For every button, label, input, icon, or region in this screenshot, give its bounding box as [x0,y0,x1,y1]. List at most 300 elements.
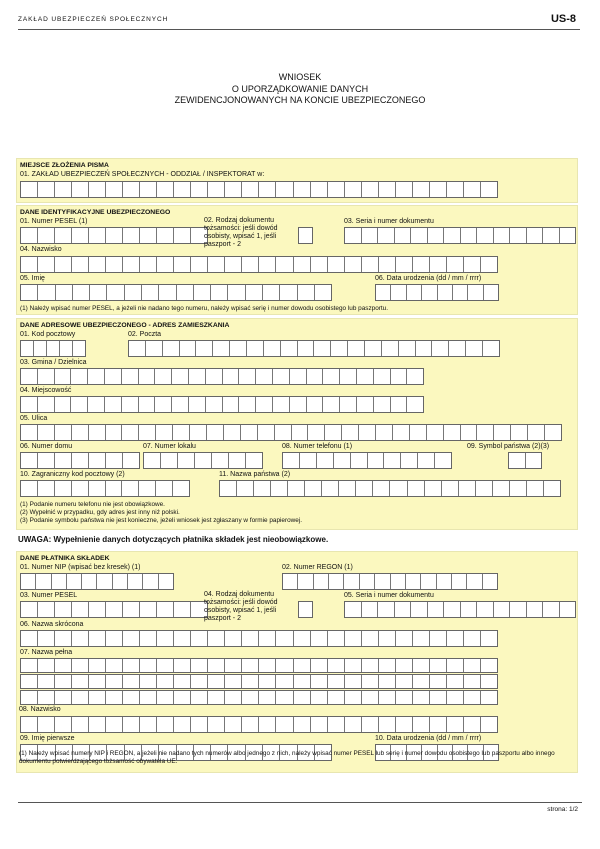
input-cell[interactable] [225,257,242,272]
input-cell[interactable] [21,228,38,243]
input-cell[interactable] [298,285,315,300]
input-cell[interactable] [376,425,393,440]
input-cell[interactable] [379,691,396,704]
input-cell[interactable] [206,397,223,412]
input-cell[interactable] [38,659,55,672]
input-cell[interactable] [481,675,497,688]
input-cell[interactable] [208,659,225,672]
input-cell[interactable] [345,228,362,243]
regon-input[interactable] [282,573,498,590]
input-cell[interactable] [334,453,351,468]
input-cell[interactable] [459,481,476,496]
input-cell[interactable] [223,369,240,384]
input-cell[interactable] [106,481,123,496]
input-cell[interactable] [374,369,391,384]
input-cell[interactable] [89,691,106,704]
input-cell[interactable] [71,397,88,412]
payer-doc-type-input[interactable] [298,601,313,618]
input-cell[interactable] [72,425,89,440]
input-cell[interactable] [140,602,157,617]
input-cell[interactable] [21,453,38,468]
input-cell[interactable] [300,453,317,468]
input-cell[interactable] [484,285,498,300]
input-cell[interactable] [73,285,90,300]
post-office-input[interactable] [128,340,500,357]
input-cell[interactable] [298,574,313,589]
commune-input[interactable] [20,368,424,385]
input-cell[interactable] [172,369,189,384]
input-cell[interactable] [90,285,107,300]
input-cell[interactable] [123,675,140,688]
input-cell[interactable] [55,717,72,732]
input-cell[interactable] [159,285,176,300]
input-cell[interactable] [89,659,106,672]
input-cell[interactable] [477,425,494,440]
input-cell[interactable] [483,341,499,356]
input-cell[interactable] [493,481,510,496]
input-cell[interactable] [444,228,461,243]
input-cell[interactable] [259,257,276,272]
input-cell[interactable] [21,397,38,412]
input-cell[interactable] [379,659,396,672]
input-cell[interactable] [264,341,281,356]
input-cell[interactable] [477,228,494,243]
input-cell[interactable] [444,602,461,617]
input-cell[interactable] [396,631,413,646]
input-cell[interactable] [374,397,391,412]
input-cell[interactable] [311,631,328,646]
input-cell[interactable] [140,675,157,688]
input-cell[interactable] [328,257,345,272]
input-cell[interactable] [212,453,229,468]
input-cell[interactable] [430,631,447,646]
input-cell[interactable] [88,397,105,412]
input-cell[interactable] [106,631,123,646]
input-cell[interactable] [172,397,189,412]
input-cell[interactable] [190,425,207,440]
input-cell[interactable] [481,691,497,704]
input-cell[interactable] [140,659,157,672]
input-cell[interactable] [362,691,379,704]
input-cell[interactable] [430,675,447,688]
input-cell[interactable] [481,182,497,197]
input-cell[interactable] [315,285,331,300]
input-cell[interactable] [464,631,481,646]
input-cell[interactable] [157,228,174,243]
input-cell[interactable] [416,341,433,356]
input-cell[interactable] [526,453,542,468]
input-cell[interactable] [340,397,357,412]
input-cell[interactable] [191,631,208,646]
input-cell[interactable] [228,285,245,300]
input-cell[interactable] [224,425,241,440]
input-cell[interactable] [311,182,328,197]
input-cell[interactable] [72,228,89,243]
input-cell[interactable] [89,257,106,272]
input-cell[interactable] [21,481,38,496]
input-cell[interactable] [55,453,72,468]
input-cell[interactable] [428,228,445,243]
input-cell[interactable] [122,425,139,440]
input-cell[interactable] [528,425,545,440]
input-cell[interactable] [259,659,276,672]
input-cell[interactable] [276,659,293,672]
input-cell[interactable] [511,425,528,440]
input-cell[interactable] [21,369,38,384]
input-cell[interactable] [259,631,276,646]
input-cell[interactable] [464,717,481,732]
input-cell[interactable] [345,691,362,704]
input-cell[interactable] [55,397,72,412]
input-cell[interactable] [72,453,89,468]
input-cell[interactable] [38,675,55,688]
input-cell[interactable] [345,659,362,672]
input-cell[interactable] [422,285,437,300]
input-cell[interactable] [356,481,373,496]
input-cell[interactable] [72,675,89,688]
input-cell[interactable] [239,369,256,384]
input-cell[interactable] [139,425,156,440]
input-cell[interactable] [123,631,140,646]
input-cell[interactable] [407,369,423,384]
input-cell[interactable] [527,228,544,243]
input-cell[interactable] [191,675,208,688]
input-cell[interactable] [157,691,174,704]
input-cell[interactable] [464,257,481,272]
input-cell[interactable] [208,691,225,704]
input-cell[interactable] [38,397,55,412]
input-cell[interactable] [156,425,173,440]
input-cell[interactable] [140,691,157,704]
input-cell[interactable] [339,481,356,496]
input-cell[interactable] [55,631,72,646]
input-cell[interactable] [122,369,139,384]
input-cell[interactable] [476,481,493,496]
input-cell[interactable] [314,341,331,356]
input-cell[interactable] [105,369,122,384]
input-cell[interactable] [481,717,497,732]
input-cell[interactable] [239,397,256,412]
input-cell[interactable] [89,228,106,243]
input-cell[interactable] [276,675,293,688]
input-cell[interactable] [294,631,311,646]
input-cell[interactable] [275,425,292,440]
country-symbol-input[interactable] [508,452,542,469]
input-cell[interactable] [328,717,345,732]
input-cell[interactable] [314,574,329,589]
input-cell[interactable] [391,285,406,300]
input-cell[interactable] [461,228,478,243]
input-cell[interactable] [21,182,38,197]
input-cell[interactable] [413,691,430,704]
input-cell[interactable] [464,691,481,704]
input-cell[interactable] [391,369,408,384]
input-cell[interactable] [72,182,89,197]
input-cell[interactable] [390,481,407,496]
input-cell[interactable] [55,675,72,688]
input-cell[interactable] [362,717,379,732]
input-cell[interactable] [191,257,208,272]
input-cell[interactable] [543,228,560,243]
input-cell[interactable] [543,602,560,617]
input-cell[interactable] [527,481,544,496]
input-cell[interactable] [290,369,307,384]
input-cell[interactable] [208,675,225,688]
input-cell[interactable] [21,574,36,589]
input-cell[interactable] [73,341,85,356]
input-cell[interactable] [208,717,225,732]
input-cell[interactable] [38,425,55,440]
input-cell[interactable] [21,341,34,356]
input-cell[interactable] [106,602,123,617]
input-cell[interactable] [396,659,413,672]
input-cell[interactable] [225,675,242,688]
input-cell[interactable] [34,341,47,356]
input-cell[interactable] [382,341,399,356]
input-cell[interactable] [357,369,374,384]
input-cell[interactable] [317,453,334,468]
input-cell[interactable] [139,397,156,412]
input-cell[interactable] [510,228,527,243]
input-cell[interactable] [174,257,191,272]
input-cell[interactable] [378,228,395,243]
input-cell[interactable] [345,631,362,646]
input-cell[interactable] [435,453,451,468]
input-cell[interactable] [510,481,527,496]
input-cell[interactable] [123,228,140,243]
input-cell[interactable] [376,285,391,300]
birth-date-input[interactable] [375,284,499,301]
input-cell[interactable] [38,691,55,704]
input-cell[interactable] [55,369,72,384]
input-cell[interactable] [230,341,247,356]
input-cell[interactable] [418,453,435,468]
input-cell[interactable] [173,425,190,440]
input-cell[interactable] [395,602,412,617]
full-name-input-row-1[interactable] [20,658,498,673]
input-cell[interactable] [143,574,158,589]
input-cell[interactable] [174,228,191,243]
input-cell[interactable] [140,228,157,243]
input-cell[interactable] [107,285,124,300]
input-cell[interactable] [345,182,362,197]
input-cell[interactable] [294,659,311,672]
input-cell[interactable] [311,257,328,272]
input-cell[interactable] [55,257,72,272]
input-cell[interactable] [191,659,208,672]
input-cell[interactable] [510,602,527,617]
input-cell[interactable] [396,691,413,704]
input-cell[interactable] [393,425,410,440]
input-cell[interactable] [225,182,242,197]
input-cell[interactable] [357,397,374,412]
input-cell[interactable] [464,182,481,197]
input-cell[interactable] [271,481,288,496]
input-cell[interactable] [427,425,444,440]
pesel-input[interactable] [20,227,208,244]
input-cell[interactable] [211,285,228,300]
payer-pesel-input[interactable] [20,601,208,618]
input-cell[interactable] [208,257,225,272]
input-cell[interactable] [55,182,72,197]
input-cell[interactable] [89,481,106,496]
input-cell[interactable] [206,369,223,384]
input-cell[interactable] [72,691,89,704]
input-cell[interactable] [225,717,242,732]
input-cell[interactable] [146,341,163,356]
input-cell[interactable] [247,341,264,356]
input-cell[interactable] [308,425,325,440]
input-cell[interactable] [72,481,89,496]
input-cell[interactable] [123,453,139,468]
input-cell[interactable] [447,659,464,672]
input-cell[interactable] [72,717,89,732]
input-cell[interactable] [38,631,55,646]
input-cell[interactable] [89,602,106,617]
input-cell[interactable] [280,285,297,300]
input-cell[interactable] [106,659,123,672]
input-cell[interactable] [294,691,311,704]
input-cell[interactable] [379,182,396,197]
input-cell[interactable] [413,675,430,688]
input-cell[interactable] [254,481,271,496]
input-cell[interactable] [191,717,208,732]
input-cell[interactable] [155,369,172,384]
input-cell[interactable] [157,257,174,272]
input-cell[interactable] [447,257,464,272]
input-cell[interactable] [259,691,276,704]
input-cell[interactable] [365,341,382,356]
input-cell[interactable] [290,397,307,412]
input-cell[interactable] [196,341,213,356]
input-cell[interactable] [241,425,258,440]
input-cell[interactable] [191,182,208,197]
input-cell[interactable] [283,453,300,468]
input-cell[interactable] [362,257,379,272]
input-cell[interactable] [225,691,242,704]
input-cell[interactable] [125,285,142,300]
input-cell[interactable] [55,228,72,243]
input-cell[interactable] [258,425,275,440]
input-cell[interactable] [294,717,311,732]
input-cell[interactable] [467,574,482,589]
input-cell[interactable] [328,182,345,197]
input-cell[interactable] [106,717,123,732]
input-cell[interactable] [38,717,55,732]
payer-doc-number-input[interactable] [344,601,576,618]
input-cell[interactable] [413,182,430,197]
input-cell[interactable] [362,228,379,243]
short-name-input[interactable] [20,630,498,647]
input-cell[interactable] [328,659,345,672]
input-cell[interactable] [379,717,396,732]
input-cell[interactable] [348,341,365,356]
input-cell[interactable] [140,631,157,646]
input-cell[interactable] [413,717,430,732]
input-cell[interactable] [430,659,447,672]
input-cell[interactable] [483,574,497,589]
input-cell[interactable] [560,602,576,617]
input-cell[interactable] [468,285,483,300]
input-cell[interactable] [263,285,280,300]
input-cell[interactable] [157,675,174,688]
input-cell[interactable] [21,691,38,704]
input-cell[interactable] [161,453,178,468]
input-cell[interactable] [157,182,174,197]
input-cell[interactable] [38,257,55,272]
input-cell[interactable] [413,257,430,272]
input-cell[interactable] [292,425,309,440]
input-cell[interactable] [220,481,237,496]
input-cell[interactable] [362,659,379,672]
input-cell[interactable] [407,285,422,300]
input-cell[interactable] [401,453,418,468]
input-cell[interactable] [194,285,211,300]
input-cell[interactable] [174,602,191,617]
input-cell[interactable] [408,481,425,496]
input-cell[interactable] [55,481,72,496]
input-cell[interactable] [281,341,298,356]
input-cell[interactable] [242,182,259,197]
input-cell[interactable] [305,481,322,496]
input-cell[interactable] [362,182,379,197]
input-cell[interactable] [396,675,413,688]
input-cell[interactable] [395,228,412,243]
input-cell[interactable] [113,574,128,589]
input-cell[interactable] [298,341,315,356]
input-cell[interactable] [38,182,55,197]
input-cell[interactable] [55,659,72,672]
input-cell[interactable] [432,341,449,356]
input-cell[interactable] [67,574,82,589]
input-cell[interactable] [122,397,139,412]
input-cell[interactable] [38,453,55,468]
input-cell[interactable] [207,425,224,440]
input-cell[interactable] [560,228,576,243]
input-cell[interactable] [242,631,259,646]
input-cell[interactable] [494,425,511,440]
input-cell[interactable] [379,675,396,688]
country-name-input[interactable] [219,480,561,497]
input-cell[interactable] [144,453,161,468]
input-cell[interactable] [362,631,379,646]
input-cell[interactable] [307,369,324,384]
input-cell[interactable] [438,285,453,300]
input-cell[interactable] [430,691,447,704]
nip-input[interactable] [20,573,174,590]
input-cell[interactable] [378,602,395,617]
input-cell[interactable] [139,369,156,384]
input-cell[interactable] [72,602,89,617]
input-cell[interactable] [123,691,140,704]
input-cell[interactable] [178,453,195,468]
input-cell[interactable] [140,717,157,732]
input-cell[interactable] [174,675,191,688]
input-cell[interactable] [328,675,345,688]
input-cell[interactable] [276,691,293,704]
input-cell[interactable] [294,675,311,688]
full-name-input-row-3[interactable] [20,690,498,705]
input-cell[interactable] [466,341,483,356]
input-cell[interactable] [163,341,180,356]
input-cell[interactable] [345,675,362,688]
input-cell[interactable] [89,425,106,440]
input-cell[interactable] [413,631,430,646]
input-cell[interactable] [106,453,123,468]
input-cell[interactable] [142,285,159,300]
input-cell[interactable] [307,397,324,412]
input-cell[interactable] [437,574,452,589]
